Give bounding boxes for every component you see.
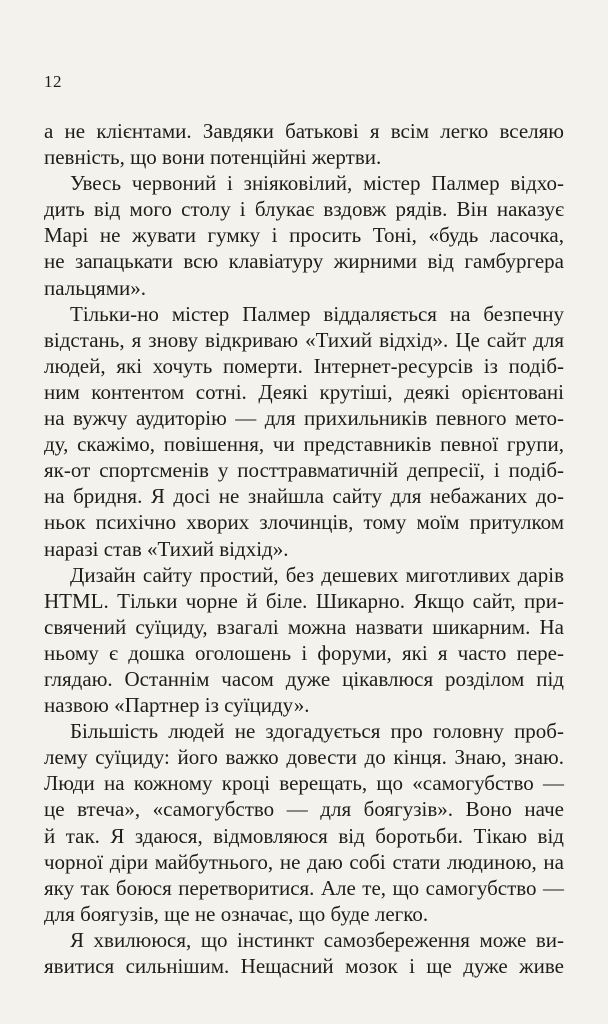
page-number: 12: [44, 72, 62, 91]
body-text: [44, 118, 564, 979]
text-line: чорної діри майбутнього, не даю собі стати людиною, на: [44, 849, 564, 874]
text-line: Дизайн сайту простий, без дешевих миготливих дарів: [70, 562, 564, 587]
text-line: ньому є дошка оголошень і форуми, які я часто пере-: [44, 640, 564, 665]
text-line: Більшість людей не здогадується про головну проб-: [70, 719, 564, 744]
text-line: дить від мого столу і блукає вздовж рядів. Він наказує: [44, 197, 564, 222]
text-line: назвою «Партнер із суїциду».: [44, 693, 310, 718]
text-line: для боягузів, ще не означає, що буде легко.: [44, 901, 429, 926]
text-line: яку так боюся перетворитися. Але те, що самогубство —: [44, 875, 564, 900]
text-line: Увесь червоний і зніяковілий, містер Палмер відхо-: [70, 171, 564, 196]
text-line: не запацькати всю клавіатуру жирними від гамбургера: [44, 249, 564, 274]
text-line: на вужчу аудиторію — для прихильників певного мето-: [44, 406, 564, 431]
text-line: відстань, я знову відкриваю «Тихий відхід». Це сайт для: [44, 327, 564, 352]
text-line: Люди на кожному кроці верещать, що «самогубство —: [44, 771, 564, 796]
text-line: наразі став «Тихий відхід».: [44, 536, 289, 561]
text-line: лему суїциду: його важко довести до кінця. Знаю, знаю.: [44, 745, 564, 770]
text-line: Я хвилююся, що інстинкт самозбереження може ви-: [70, 927, 564, 952]
text-line: на бридня. Я досі не знайшла сайту для небажаних до-: [44, 484, 564, 509]
text-line: ним контентом сотні. Деякі крутіші, деякі орієнтовані: [44, 379, 564, 404]
text-line: ньок психічно хворих злочинців, тому моїм притулком: [44, 510, 564, 535]
text-line: ду, скажімо, повішення, чи представників певної групи,: [44, 432, 564, 457]
text-line: й так. Я здаюся, відмовляюся від боротьби. Тікаю від: [44, 823, 564, 848]
text-line: певність, що вони потенційні жертви.: [44, 145, 382, 170]
text-line: глядаю. Останнім часом дуже цікавлюся розділом під: [44, 666, 564, 691]
text-line: явитися сильнішим. Нещасний мозок і ще дуже живе: [44, 954, 564, 978]
text-line: Марі не жувати гумку і просить Тоні, «будь ласочка,: [44, 223, 564, 248]
text-line: людей, які хочуть померти. Інтернет-ресурсів із подіб-: [44, 353, 564, 378]
text-line: а не клієнтами. Завдяки батькові я всім легко вселяю: [44, 119, 564, 143]
text-line: свячений суїциду, взагалі можна назвати шикарним. На: [44, 614, 564, 639]
text-line: HTML. Тільки чорне й біле. Шикарно. Якщо сайт, при-: [44, 588, 564, 613]
text-line: Тільки-но містер Палмер віддаляється на безпечну: [70, 301, 564, 326]
text-line: це втеча», «самогубство — для боягузів». Воно наче: [44, 797, 564, 822]
text-line: як-от спортсменів у посттравматичній депресії, і подіб-: [44, 458, 564, 483]
text-line: пальцями».: [44, 275, 146, 300]
